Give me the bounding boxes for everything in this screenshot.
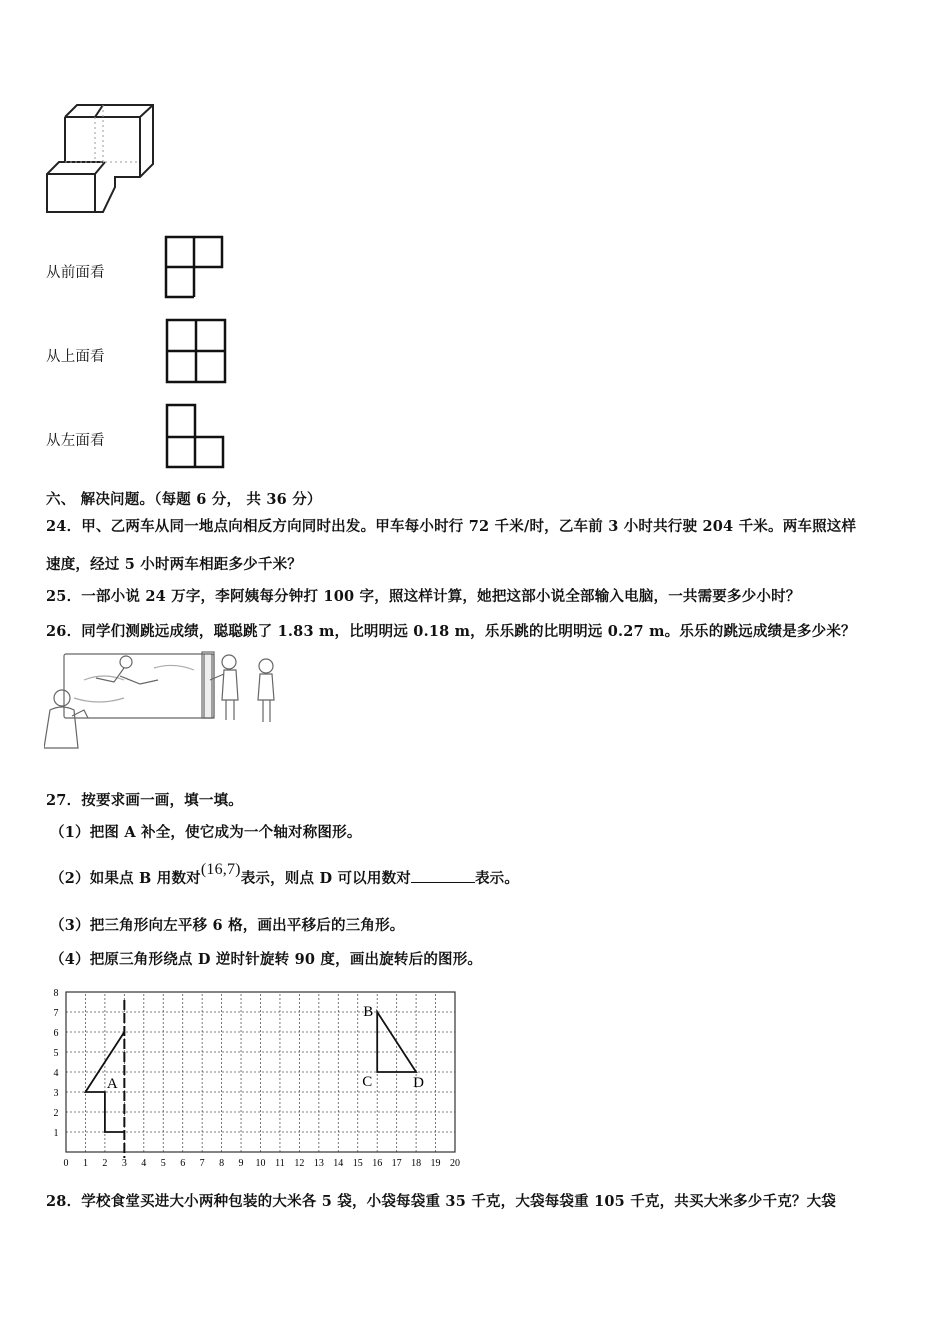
x-tick-label: 10 xyxy=(255,1158,266,1169)
x-tick-label: 11 xyxy=(275,1158,285,1169)
y-tick-label: 7 xyxy=(53,1008,59,1019)
question-24-line2: 速度，经过 5 小时两车相距多少千米？ xyxy=(46,556,302,573)
x-tick-label: 16 xyxy=(372,1158,383,1169)
x-tick-label: 18 xyxy=(411,1158,422,1169)
view-left-label: 从左面看 xyxy=(46,433,105,449)
x-tick-label: 3 xyxy=(121,1158,127,1169)
cube-stack-figure xyxy=(45,102,157,218)
x-tick-label: 20 xyxy=(450,1158,460,1169)
question-27-part2 xyxy=(50,861,520,888)
x-tick-label: 0 xyxy=(63,1158,69,1169)
point-label-d: D xyxy=(413,1075,424,1091)
question-27-part3: （3）把三角形向左平移 6 格，画出平移后的三角形。 xyxy=(50,917,405,934)
top-view-figure xyxy=(165,318,227,384)
long-jump-illustration xyxy=(44,648,284,756)
x-tick-label: 6 xyxy=(180,1158,186,1169)
point-label-b: B xyxy=(363,1004,374,1020)
question-27: 27．按要求画一画，填一填。 xyxy=(46,792,243,809)
x-tick-label: 17 xyxy=(391,1158,402,1169)
x-tick-label: 19 xyxy=(430,1158,441,1169)
coordinate-grid xyxy=(40,984,470,1170)
view-top-label: 从上面看 xyxy=(46,349,105,365)
x-tick-label: 15 xyxy=(352,1158,363,1169)
x-tick-label: 12 xyxy=(294,1158,305,1169)
question-28: 28．学校食堂买进大小两种包装的大米各 5 袋，小袋每袋重 35 千克，大袋每袋重 105 千克，共买大米多少千克？大袋 xyxy=(46,1193,836,1210)
question-26: 26．同学们测跳远成绩，聪聪跳了 1.83 m，比明明远 0.18 m，乐乐跳的比明明远 0.27 m。乐乐的跳远成绩是多少米？ xyxy=(46,623,856,640)
left-view-figure xyxy=(165,403,225,469)
x-tick-label: 13 xyxy=(313,1158,324,1169)
x-tick-label: 7 xyxy=(199,1158,205,1169)
y-tick-label: 4 xyxy=(53,1068,59,1079)
q27-2-text-a: （2）如果点 B 用数对 xyxy=(50,870,201,887)
y-tick-label: 5 xyxy=(53,1048,59,1059)
y-tick-label: 8 xyxy=(53,988,59,999)
question-24-line1: 24．甲、乙两车从同一地点向相反方向同时出发。甲车每小时行 72 千米/时，乙车前 3 小时共行驶 204 千米。两车照这样 xyxy=(46,518,857,535)
front-view-figure xyxy=(164,235,224,299)
y-tick-label: 3 xyxy=(53,1088,59,1099)
view-front-label: 从前面看 xyxy=(46,265,105,281)
x-tick-label: 9 xyxy=(238,1158,244,1169)
question-27-part1: （1）把图 A 补全，使它成为一个轴对称图形。 xyxy=(50,824,362,841)
q27-2-text-c: 表示。 xyxy=(474,870,520,887)
x-tick-label: 4 xyxy=(141,1158,147,1169)
answer-blank[interactable] xyxy=(411,870,475,883)
x-tick-label: 5 xyxy=(160,1158,166,1169)
x-tick-label: 8 xyxy=(219,1158,225,1169)
x-tick-label: 1 xyxy=(82,1158,88,1169)
point-label-c: C xyxy=(362,1074,373,1090)
q27-2-text-b: 表示，则点 D 可以用数对 xyxy=(240,870,411,887)
y-tick-label: 1 xyxy=(53,1128,59,1139)
question-27-part4: （4）把原三角形绕点 D 逆时针旋转 90 度，画出旋转后的图形。 xyxy=(50,951,483,968)
x-tick-label: 2 xyxy=(102,1158,108,1169)
figure-a-label: A xyxy=(106,1076,118,1092)
x-tick-label: 14 xyxy=(333,1158,344,1169)
question-25: 25．一部小说 24 万字，李阿姨每分钟打 100 字，照这样计算，她把这部小说全部输入电脑，一共需要多少小时？ xyxy=(46,588,801,605)
y-tick-label: 2 xyxy=(53,1108,59,1119)
coordinate-pair: (16,7) xyxy=(200,861,241,878)
section-heading: 六、 解决问题。（每题 6 分， 共 36 分） xyxy=(46,491,322,508)
y-tick-label: 6 xyxy=(53,1028,59,1039)
